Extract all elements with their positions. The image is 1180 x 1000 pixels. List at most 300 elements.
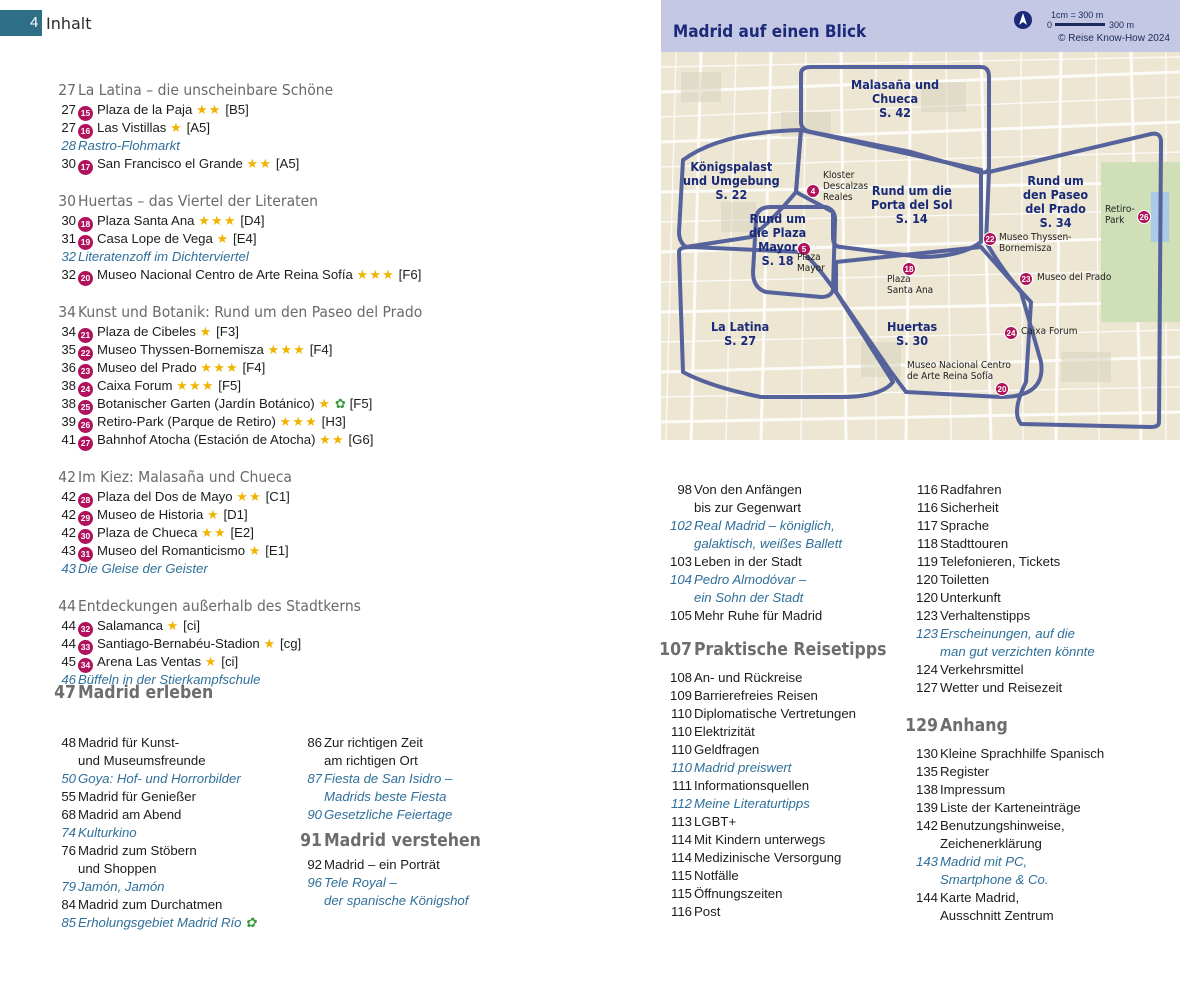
toc-entry-text — [78, 617, 200, 637]
map-grid-reference: [E4] — [233, 231, 257, 246]
toc-page-number: 102 — [669, 518, 692, 533]
map-district-label: Malasaña und Chueca S. 42 — [851, 77, 940, 120]
toc-entry-text — [78, 488, 290, 508]
toc-heading-title: Kunst und Botanik: Rund um den Paseo del Prado — [78, 303, 423, 321]
toc-page-number: 30 — [61, 213, 76, 228]
toc-entry-text — [694, 795, 810, 813]
toc-entry-text — [78, 377, 241, 397]
toc-entry-row — [36, 230, 636, 248]
map-place-label: Plaza Santa Ana — [887, 274, 934, 296]
map-grid-reference: [G6] — [348, 432, 374, 447]
scale-end: 300 m — [1109, 20, 1135, 30]
toc-entry-label: Pedro Almodóvar – — [694, 572, 807, 587]
toc-entry-text — [78, 896, 222, 914]
toc-page-number: 38 — [61, 396, 76, 411]
toc-page-number: 42 — [61, 489, 76, 504]
sight-number-badge: 28 — [78, 493, 93, 508]
rating-stars-icon: ★★★ — [198, 213, 237, 228]
toc-entry-row — [898, 889, 1178, 907]
toc-page-number: 118 — [916, 536, 938, 551]
toc-entry-label: Plaza Santa Ana — [97, 213, 195, 228]
toc-entry-row — [282, 752, 542, 770]
toc-feature-row — [36, 560, 636, 578]
toc-entry-row — [652, 813, 912, 831]
toc-entry-label: galaktisch, weißes Ballett — [694, 536, 843, 551]
toc-heading-title: Anhang — [940, 716, 1008, 736]
toc-entry-row — [36, 506, 636, 524]
toc-entry-text — [78, 770, 241, 788]
sight-number-badge: 31 — [78, 547, 93, 562]
toc-page-number: 115 — [670, 886, 692, 901]
toc-entry-label: Jamón, Jamón — [78, 879, 165, 894]
toc-page-number: 96 — [307, 875, 322, 890]
toc-entry-row — [36, 896, 296, 914]
toc-page-number: 48 — [61, 735, 76, 750]
toc-entry-label: Museo de Historia — [97, 507, 204, 522]
sight-number-badge: 23 — [78, 364, 93, 379]
toc-entry-text — [694, 589, 803, 607]
toc-entry-label: Gesetzliche Feiertage — [324, 807, 453, 822]
toc-feature-row — [898, 871, 1178, 889]
rating-stars-icon: ★ — [318, 396, 332, 411]
map-place-label: Retiro- Park — [1105, 204, 1135, 226]
toc-page-number: 127 — [915, 680, 938, 695]
scale-zero: 0 — [1047, 20, 1053, 30]
toc-entry-row — [282, 734, 542, 752]
toc-entry-text — [694, 607, 822, 625]
toc-heading-page: 27 — [58, 81, 76, 99]
toc-page-number: 109 — [669, 688, 692, 703]
toc-entry-text — [324, 874, 397, 892]
toc-entry-text — [940, 763, 989, 781]
toc-entry-label: Verkehrsmittel — [940, 662, 1024, 677]
toc-page-number: 55 — [61, 789, 76, 804]
toc-entry-label: und Museumsfreunde — [78, 753, 206, 768]
toc-page-number: 86 — [307, 735, 322, 750]
toc-entry-row — [898, 817, 1178, 835]
page-title: Inhalt — [46, 14, 92, 33]
toc-section-heading — [36, 301, 636, 323]
toc-entry-label: Madrid – ein Porträt — [324, 857, 440, 872]
toc-entry-text — [78, 101, 249, 121]
toc-entry-row — [652, 705, 912, 723]
toc-entry-row — [36, 806, 296, 824]
toc-entry-row — [652, 741, 912, 759]
toc-entry-label: Die Gleise der Geister — [78, 561, 208, 576]
toc-entry-label: Karte Madrid, — [940, 890, 1020, 905]
toc-entry-label: Literatenzoff im Dichterviertel — [78, 249, 249, 264]
map-grid-reference: [C1] — [265, 489, 290, 504]
toc-page-number: 110 — [670, 742, 692, 757]
toc-page-number: 41 — [61, 432, 76, 447]
toc-entry-row — [36, 617, 636, 635]
rating-stars-icon: ★ — [170, 120, 183, 135]
toc-entry-label: Bahnhof Atocha (Estación de Atocha) — [97, 432, 316, 447]
toc-page-number: 117 — [916, 518, 938, 533]
toc-page-number: 35 — [61, 342, 76, 357]
map-grid-reference: [B5] — [225, 102, 249, 117]
toc-feature-row — [898, 625, 1178, 643]
map-copyright: © Reise Know-How 2024 — [1058, 33, 1170, 44]
toc-page-number: 103 — [669, 554, 692, 569]
toc-heading-page: 30 — [58, 192, 76, 210]
sight-number-badge: 32 — [78, 622, 93, 637]
toc-page-number: 38 — [61, 378, 76, 393]
toc-page-number: 104 — [669, 572, 692, 587]
toc-entry-row — [36, 359, 636, 377]
toc-entry-label: man gut verzichten könnte — [940, 644, 1095, 659]
rating-stars-icon: ★ — [248, 543, 262, 558]
map-district-label: La Latina S. 27 — [711, 319, 770, 348]
page-number: 4 — [0, 10, 42, 36]
toc-entry-label: bis zur Gegenwart — [694, 500, 802, 515]
toc-feature-row — [282, 788, 542, 806]
toc-page-number: 79 — [61, 879, 76, 894]
map-place-label: Museo Nacional Centro de Arte Reina Sofía — [907, 360, 1011, 382]
rating-stars-icon: ★ — [199, 324, 213, 339]
toc-entry-row — [898, 589, 1178, 607]
toc-entry-row — [652, 867, 912, 885]
toc-entry-label: Madrid zum Stöbern — [78, 843, 197, 858]
toc-entry-text — [940, 571, 989, 589]
toc-entry-row — [36, 488, 636, 506]
toc-page-number: 110 — [670, 706, 692, 721]
toc-feature-row — [36, 770, 296, 788]
toc-entry-row — [652, 669, 912, 687]
toc-entry-label: Sprache — [940, 518, 990, 533]
toc-entry-text — [78, 413, 346, 433]
toc-entry-label: Post — [694, 904, 721, 919]
toc-entry-text — [694, 553, 802, 571]
toc-entry-label: Santiago-Bernabéu-Stadion — [97, 636, 260, 651]
toc-entry-text — [940, 835, 1042, 853]
toc-feature-row — [652, 795, 912, 813]
toc-entry-row — [898, 799, 1178, 817]
toc-entry-label: Tele Royal – — [324, 875, 397, 890]
map-place-label: Museo Thyssen- Bornemisza — [999, 232, 1072, 254]
map-grid-reference: [E2] — [230, 525, 254, 540]
toc-entry-label: Elektrizität — [694, 724, 755, 739]
toc-entry-row — [652, 903, 912, 921]
toc-entry-text — [694, 571, 806, 589]
toc-entry-label: Casa Lope de Vega — [97, 231, 213, 246]
rating-stars-icon: ★★ — [246, 156, 273, 171]
toc-entry-text — [78, 914, 256, 932]
toc-entry-text — [78, 653, 238, 673]
toc-page-number: 43 — [61, 561, 76, 576]
toc-page-number: 43 — [61, 543, 76, 558]
toc-entry-label: Büffeln in der Stierkampfschule — [78, 672, 261, 687]
toc-entry-text — [694, 481, 802, 499]
toc-entry-text — [940, 643, 1095, 661]
toc-entry-row — [898, 835, 1178, 853]
toc-page-number: 116 — [916, 482, 938, 497]
toc-entry-label: Stadttouren — [940, 536, 1009, 551]
toc-right-column-2 — [898, 481, 1178, 925]
toc-page-number: 116 — [916, 500, 938, 515]
map-place-label: Museo del Prado — [1037, 272, 1112, 283]
toc-entry-text — [78, 752, 206, 770]
map-place-badge: 18 — [902, 262, 916, 276]
toc-page-number: 143 — [915, 854, 938, 869]
toc-page-number: 76 — [61, 843, 76, 858]
toc-heading-title: Praktische Reisetipps — [694, 640, 887, 660]
toc-entry-label: Sicherheit — [940, 500, 999, 515]
toc-entry-label: Botanischer Garten (Jardín Botánico) — [97, 396, 315, 411]
sight-number-badge: 20 — [78, 271, 93, 286]
toc-entry-text — [78, 635, 301, 655]
map-place-badge: 23 — [1019, 272, 1033, 286]
toc-feature-row — [898, 643, 1178, 661]
toc-chapter-heading — [652, 637, 912, 663]
toc-entry-row — [36, 341, 636, 359]
toc-entry-text — [694, 723, 755, 741]
map-grid-reference: [A5] — [186, 120, 211, 135]
toc-entry-text — [694, 741, 759, 759]
toc-entry-label: Von den Anfängen — [694, 482, 802, 497]
rating-stars-icon: ★★ — [236, 489, 262, 504]
map-canvas — [661, 52, 1180, 440]
toc-page-number: 120 — [915, 590, 938, 605]
toc-heading-title: Madrid verstehen — [324, 831, 481, 851]
map-grid-reference: [F4] — [242, 360, 266, 375]
toc-entry-text — [694, 669, 802, 687]
toc-entry-text — [78, 788, 196, 806]
toc-entry-text — [940, 589, 1001, 607]
map-place-badge: 5 — [797, 242, 811, 256]
toc-entry-label: Mit Kindern unterwegs — [694, 832, 826, 847]
map-grid-reference: [F5] — [218, 378, 242, 393]
toc-heading-title: La Latina – die unscheinbare Schöne — [78, 81, 334, 99]
toc-heading-page: 34 — [58, 303, 76, 321]
toc-page-number: 123 — [915, 626, 938, 641]
sight-number-badge: 15 — [78, 106, 93, 121]
rating-stars-icon: ★★ — [201, 525, 227, 540]
toc-entry-text — [78, 230, 257, 250]
toc-page-number: 113 — [670, 814, 692, 829]
toc-entry-row — [898, 763, 1178, 781]
toc-entry-row — [652, 885, 912, 903]
rating-stars-icon: ★★★ — [200, 360, 239, 375]
toc-entry-label: Plaza de la Paja — [97, 102, 193, 117]
toc-entry-label: Notfälle — [694, 868, 739, 883]
toc-heading-page: 42 — [58, 468, 76, 486]
sight-number-badge: 29 — [78, 511, 93, 526]
toc-entry-row — [36, 431, 636, 449]
toc-entry-text — [940, 853, 1027, 871]
toc-entry-label: Diplomatische Vertretungen — [694, 706, 857, 721]
toc-page-number: 116 — [670, 904, 692, 919]
toc-page-number: 87 — [307, 771, 322, 786]
toc-entry-row — [898, 745, 1178, 763]
rating-stars-icon: ★★★ — [356, 267, 395, 282]
toc-page-number: 123 — [915, 608, 938, 623]
toc-heading-title: Huertas – das Viertel der Literaten — [78, 192, 319, 210]
toc-entry-row — [652, 831, 912, 849]
toc-entry-label: am richtigen Ort — [324, 753, 418, 768]
toc-entry-label: Las Vistillas — [97, 120, 167, 135]
toc-entry-label: Wetter und Reisezeit — [940, 680, 1063, 695]
toc-page-number: 44 — [61, 636, 76, 651]
toc-page-number: 31 — [61, 231, 76, 246]
map-grid-reference: [H3] — [321, 414, 346, 429]
toc-heading-title: Im Kiez: Malasaña und Chueca — [78, 468, 292, 486]
toc-entry-label: Museo Nacional Centro de Arte Reina Sofía — [97, 267, 353, 282]
toc-section-heading — [36, 79, 636, 101]
map-place-label: Kloster Descalzas Reales — [823, 170, 869, 203]
toc-entry-text — [694, 499, 801, 517]
toc-entry-text — [78, 431, 373, 451]
toc-page-number: 142 — [915, 818, 938, 833]
toc-entry-row — [652, 499, 912, 517]
map-title: Madrid auf einen Blick — [673, 22, 867, 42]
toc-entry-label: An- und Rückreise — [694, 670, 803, 685]
toc-entry-text — [694, 777, 809, 795]
toc-section-heading — [36, 595, 636, 617]
sight-number-badge: 30 — [78, 529, 93, 544]
toc-entry-text — [78, 248, 249, 266]
map-place-badge: 24 — [1004, 326, 1018, 340]
toc-entry-label: LGBT+ — [694, 814, 737, 829]
toc-entry-label: Benutzungshinweise, — [940, 818, 1065, 833]
sight-number-badge: 17 — [78, 160, 93, 175]
toc-entry-label: Madrid zum Durchatmen — [78, 897, 223, 912]
sight-number-badge: 24 — [78, 382, 93, 397]
toc-entry-text — [78, 212, 265, 232]
toc-entry-text — [324, 734, 423, 752]
toc-entry-text — [78, 119, 210, 139]
rating-stars-icon: ★★★ — [176, 378, 215, 393]
toc-chapter-heading — [282, 828, 542, 854]
toc-chapter-heading — [898, 713, 1178, 739]
toc-entry-text — [694, 867, 739, 885]
toc-entry-label: Museo del Romanticismo — [97, 543, 246, 558]
toc-entry-label: Informationsquellen — [694, 778, 810, 793]
toc-entry-text — [78, 359, 265, 379]
map-place-label: Caixa Forum — [1021, 326, 1078, 337]
toc-entry-text — [694, 535, 842, 553]
map-grid-reference: [A5] — [275, 156, 300, 171]
map-place-badge: 4 — [806, 184, 820, 198]
toc-page-number: 139 — [915, 800, 938, 815]
toc-entry-text — [694, 849, 841, 867]
toc-entry-text — [940, 481, 1002, 499]
toc-entry-label: Erholungsgebiet Madrid Río — [78, 915, 242, 930]
rating-stars-icon: ★ — [204, 654, 218, 669]
toc-entry-label: Salamanca — [97, 618, 163, 633]
toc-heading-title: Entdeckungen außerhalb des Stadtkerns — [78, 597, 361, 615]
toc-page-number: 30 — [61, 156, 76, 171]
toc-heading-title: Madrid erleben — [78, 683, 214, 703]
toc-page-number: 110 — [670, 760, 692, 775]
toc-entry-label: Retiro-Park (Parque de Retiro) — [97, 414, 276, 429]
rating-stars-icon: ★★ — [195, 102, 222, 117]
toc-feature-row — [36, 824, 296, 842]
toc-page-number: 115 — [670, 868, 692, 883]
toc-right-column-1 — [652, 481, 912, 921]
toc-entry-text — [940, 661, 1024, 679]
nature-leaf-icon: ✿ — [245, 915, 257, 930]
toc-entry-row — [898, 481, 1178, 499]
toc-entry-text — [940, 817, 1065, 835]
toc-entry-row — [282, 856, 542, 874]
toc-entry-row — [898, 607, 1178, 625]
map-grid-reference: [E1] — [265, 543, 289, 558]
toc-entry-label: Fiesta de San Isidro – — [324, 771, 453, 786]
toc-page-number: 68 — [61, 807, 76, 822]
toc-page-number: 27 — [61, 102, 76, 117]
toc-entry-row — [36, 101, 636, 119]
toc-entry-text — [694, 759, 791, 777]
toc-entry-row — [36, 377, 636, 395]
map-place-badge: 26 — [1137, 210, 1151, 224]
toc-entry-label: Real Madrid – königlich, — [694, 518, 835, 533]
rating-stars-icon: ★★★ — [279, 414, 318, 429]
toc-feature-row — [36, 914, 296, 932]
toc-entry-text — [78, 341, 332, 361]
toc-entry-label: Museo del Prado — [97, 360, 197, 375]
toc-entry-label: Unterkunft — [940, 590, 1001, 605]
toc-feature-row — [652, 571, 912, 589]
toc-entry-row — [652, 723, 912, 741]
toc-entry-text — [940, 625, 1075, 643]
toc-page-number: 44 — [61, 618, 76, 633]
toc-heading-page: 44 — [58, 597, 76, 615]
toc-entry-row — [898, 553, 1178, 571]
toc-entry-row — [898, 571, 1178, 589]
toc-entry-row — [652, 777, 912, 795]
toc-page-number: 90 — [307, 807, 322, 822]
toc-page-number: 39 — [61, 414, 76, 429]
toc-entry-text — [78, 155, 299, 175]
toc-entry-text — [694, 517, 835, 535]
toc-entry-row — [36, 212, 636, 230]
toc-section-heading — [36, 466, 636, 488]
toc-entry-label: Mehr Ruhe für Madrid — [694, 608, 823, 623]
toc-entry-text — [78, 734, 179, 752]
toc-entry-label: Medizinische Versorgung — [694, 850, 842, 865]
toc-entry-label: Öffnungszeiten — [694, 886, 783, 901]
toc-entry-text — [694, 687, 818, 705]
toc-page-number: 124 — [915, 662, 938, 677]
toc-entry-label: Kulturkino — [78, 825, 137, 840]
map-district-label: Königspalast und Umgebung S. 22 — [683, 159, 780, 202]
toc-entry-label: Geldfragen — [694, 742, 760, 757]
toc-entry-row — [898, 535, 1178, 553]
toc-page-number: 84 — [61, 897, 76, 912]
toc-erleben-column-1 — [36, 734, 296, 932]
toc-entry-text — [324, 892, 468, 910]
toc-page-number: 105 — [669, 608, 692, 623]
toc-entry-text — [940, 553, 1060, 571]
toc-entry-label: Radfahren — [940, 482, 1002, 497]
toc-page-number: 45 — [61, 654, 76, 669]
toc-section-heading — [36, 190, 636, 212]
toc-erleben-column-2 — [282, 734, 542, 910]
toc-entry-label: Madrid am Abend — [78, 807, 182, 822]
toc-page-number: 135 — [915, 764, 938, 779]
toc-entry-label: und Shoppen — [78, 861, 157, 876]
toc-entry-text — [78, 266, 421, 286]
toc-entry-label: Museo Thyssen-Bornemisza — [97, 342, 264, 357]
toc-left-column — [36, 62, 636, 689]
toc-feature-row — [36, 878, 296, 896]
rating-stars-icon: ★ — [166, 618, 180, 633]
toc-feature-row — [36, 248, 636, 266]
map-place-badge: 20 — [995, 382, 1009, 396]
toc-entry-text — [324, 788, 446, 806]
toc-entry-label: Meine Literaturtipps — [694, 796, 810, 811]
